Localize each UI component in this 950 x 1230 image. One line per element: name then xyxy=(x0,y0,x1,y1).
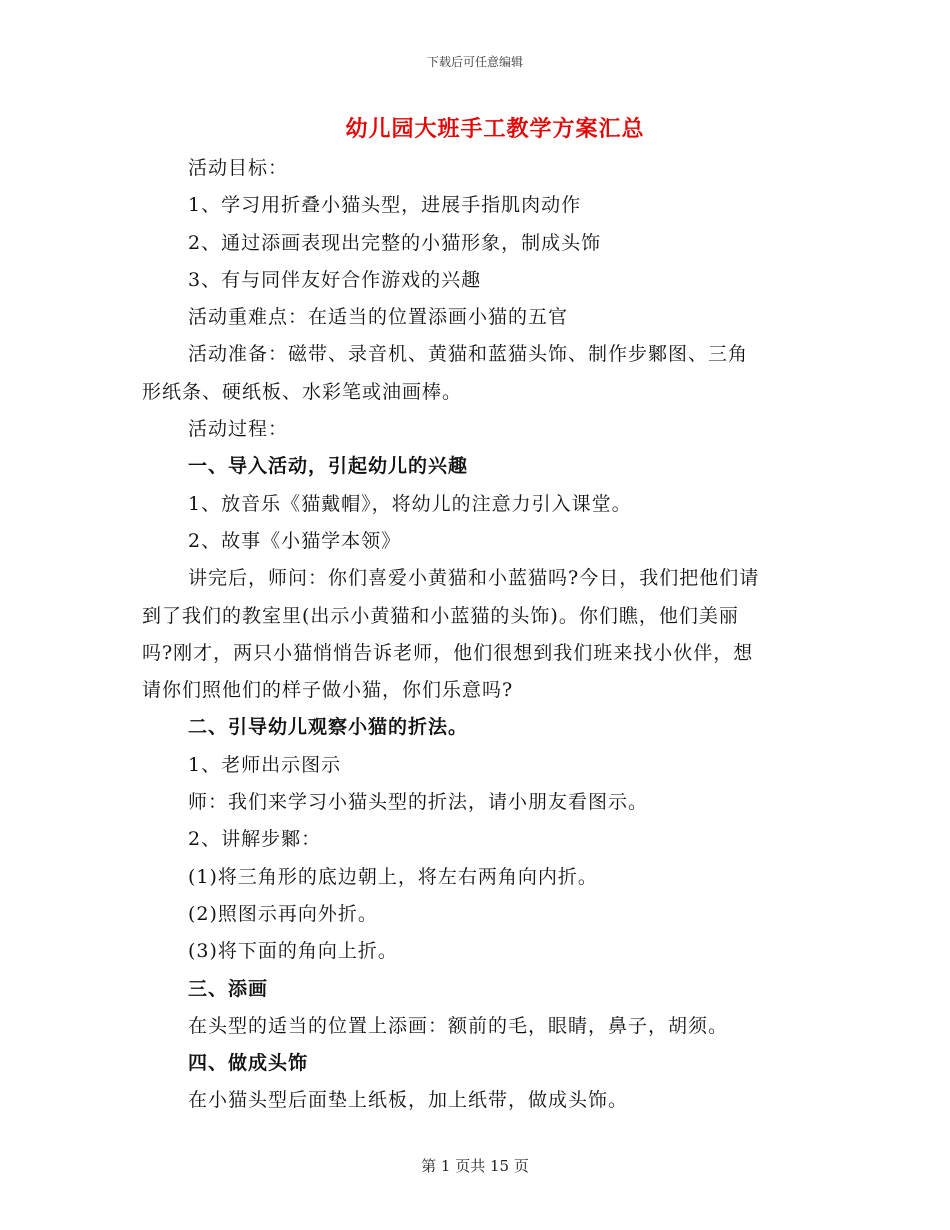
text-line: 活动过程： xyxy=(188,418,289,441)
text-line: 师：我们来学习小猫头型的折法，请小朋友看图示。 xyxy=(188,791,649,814)
text-line: 吗?刚才，两只小猫悄悄告诉老师，他们很想到我们班来找小伙伴，想 xyxy=(142,641,754,664)
document-title: 幼儿园大班手工教学方案汇总 xyxy=(345,116,645,142)
section-heading: 三、添画 xyxy=(188,977,269,1000)
text-line: 活动重难点：在适当的位置添画小猫的五官 xyxy=(188,306,569,329)
text-line: 活动准备：磁带、录音机、黄猫和蓝猫头饰、制作步鄹图、三角 xyxy=(188,343,749,366)
page-header-note: 下载后可任意编辑 xyxy=(426,55,523,69)
section-heading: 一、导入活动，引起幼儿的兴趣 xyxy=(188,455,469,478)
section-heading: 二、引导幼儿观察小猫的折法。 xyxy=(188,716,469,739)
document-body xyxy=(142,150,814,1120)
text-line: 2、故事《小猫学本领》 xyxy=(188,529,402,552)
page-number-footer: 第 1 页共 15 页 xyxy=(421,1157,529,1175)
text-line: (1)将三角形的底边朝上，将左右两角向内折。 xyxy=(188,865,598,888)
text-line: 在头型的适当的位置上添画：额前的毛，眼睛，鼻子，胡须。 xyxy=(188,1014,729,1037)
text-line: 3、有与同伴友好合作游戏的兴趣 xyxy=(188,268,482,291)
text-line: 2、通过添画表现出完整的小猫形象，制成头饰 xyxy=(188,231,602,254)
text-line: 1、学习用折叠小猫头型，进展手指肌肉动作 xyxy=(188,194,582,217)
text-line: 到了我们的教室里(出示小黄猫和小蓝猫的头饰)。你们瞧，他们美丽 xyxy=(142,604,739,627)
text-line: 在小猫头型后面垫上纸板，加上纸带，做成头饰。 xyxy=(188,1089,629,1112)
section-heading: 四、做成头饰 xyxy=(188,1052,309,1075)
text-line: (2)照图示再向外折。 xyxy=(188,902,378,925)
text-line: 请你们照他们的样子做小猫，你们乐意吗? xyxy=(142,679,514,702)
text-line: 活动目标： xyxy=(188,157,289,179)
text-line: (3)将下面的角向上折。 xyxy=(188,940,398,963)
text-line: 1、放音乐《猫戴帽》，将幼儿的注意力引入课堂。 xyxy=(188,492,632,515)
text-line: 1、老师出示图示 xyxy=(188,753,342,776)
text-line: 2、讲解步鄹： xyxy=(188,828,322,851)
text-line: 讲完后，师问：你们喜爱小黄猫和小蓝猫吗?今日，我们把他们请 xyxy=(188,567,760,590)
text-line: 形纸条、硬纸板、水彩笔或油画棒。 xyxy=(142,380,463,403)
